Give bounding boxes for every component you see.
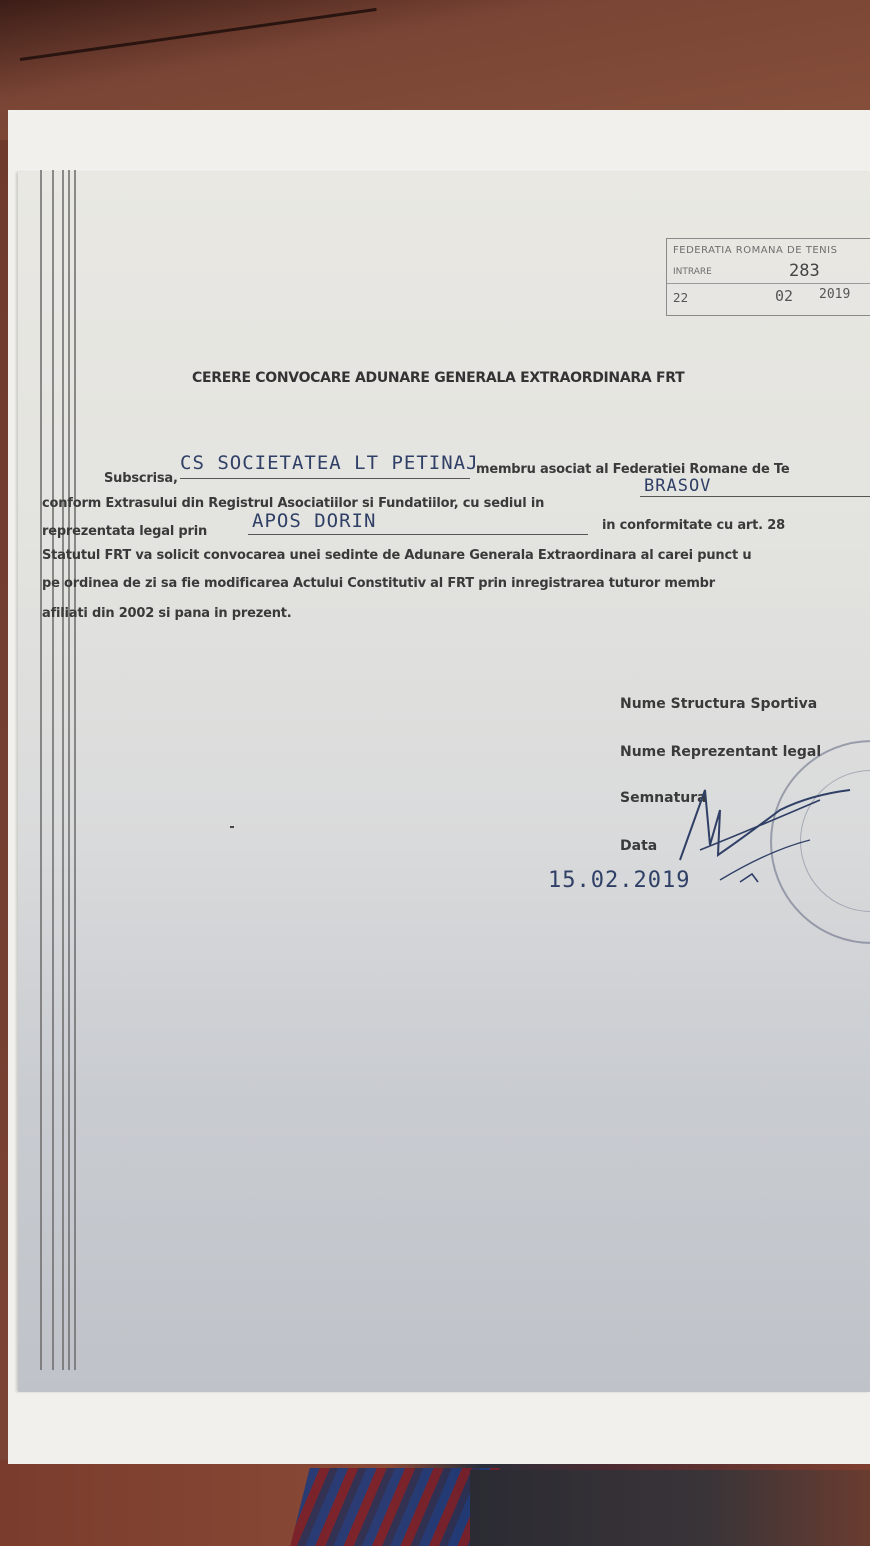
text-afiliati: afiliati din 2002 si pana in prezent. [42, 606, 292, 621]
stamp-divider [667, 283, 870, 284]
stamp-day: 22 [673, 291, 689, 305]
text-subscrisa: Subscrisa, [104, 471, 178, 486]
binder-line [52, 170, 54, 1370]
text-ordinea-de-zi: pe ordinea de zi sa fie modificarea Actului Constitutiv al FRT prin inregistrarea tuturor membr [42, 576, 715, 591]
registration-stamp [666, 238, 870, 316]
text-extras-registru: conform Extrasului din Registrul Asociatiilor si Fundatiilor, cu sediul in [42, 496, 545, 511]
text-reprezentata: reprezentata legal prin [42, 524, 208, 539]
label-signature: Semnatura [620, 790, 707, 806]
binder-line [40, 170, 42, 1370]
document-title: CERERE CONVOCARE ADUNARE GENERALA EXTRAORDINARA FRT [192, 370, 685, 386]
stamp-header: FEDERATIA ROMANA DE TENIS [673, 245, 838, 256]
binder-line [62, 170, 64, 1370]
text-conformitate: in conformitate cu art. 28 [602, 518, 785, 533]
label-representative-name: Nume Reprezentant legal [620, 744, 822, 760]
stamp-number: 283 [789, 261, 820, 281]
text-statutul: Statutul FRT va solicit convocarea unei sedinte de Adunare Generala Extraordinara al carei punct u [42, 548, 752, 563]
city-underline [640, 496, 870, 497]
text-membru-asociat: membru asociat al Federatiei Romane de Te [476, 462, 790, 477]
stamp-month: 02 [775, 287, 794, 305]
handwritten-date: 15.02.2019 [548, 868, 691, 893]
striped-fabric [290, 1468, 499, 1546]
label-structure-name: Nume Structura Sportiva [620, 696, 818, 712]
club-name-underline [180, 478, 470, 479]
stamp-year: 2019 [819, 287, 851, 302]
binder-line [68, 170, 70, 1370]
label-date: Data [620, 838, 658, 854]
binder-line [74, 170, 76, 1370]
dark-fabric [470, 1470, 870, 1546]
representative-underline [248, 534, 588, 535]
handwritten-city: BRASOV [644, 476, 712, 496]
handwritten-club-name: CS SOCIETATEA LT PETINAJ [180, 452, 479, 474]
stamp-intrare-label: INTRARE [673, 267, 712, 277]
ink-dot [230, 826, 234, 828]
handwritten-representative: APOS DORIN [252, 510, 377, 532]
